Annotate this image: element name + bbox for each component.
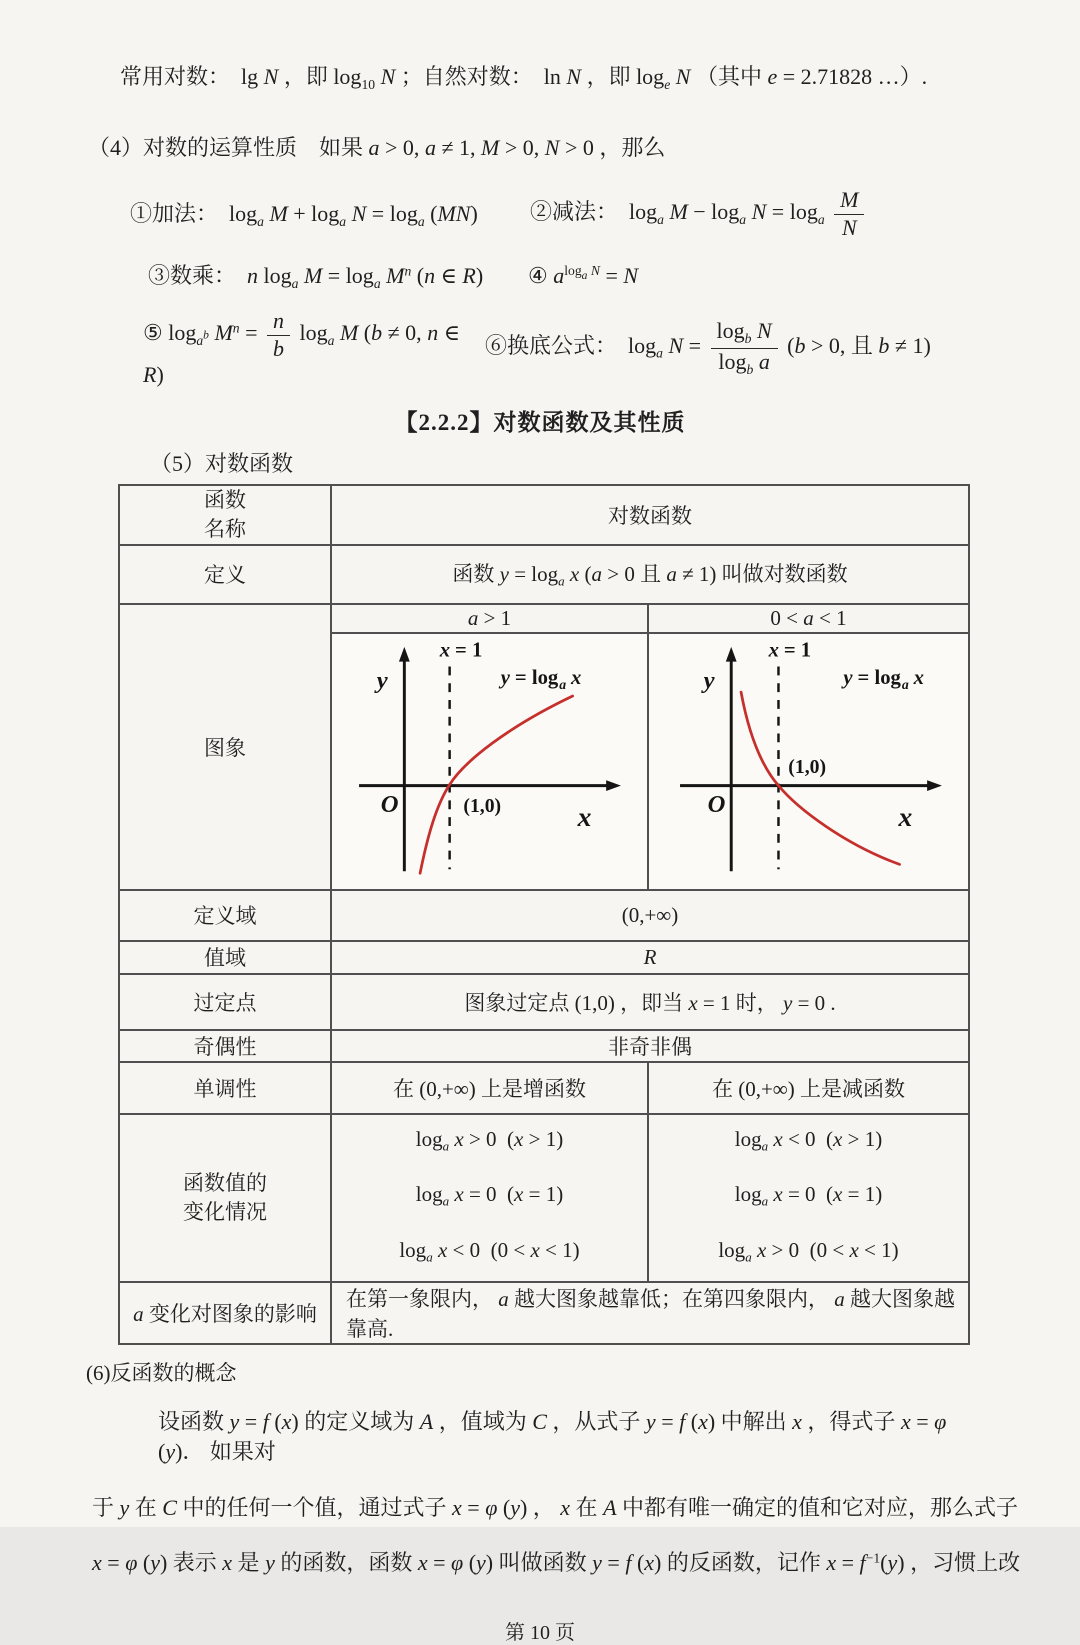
row-definition (119, 545, 969, 604)
cell-value-change-label (119, 1114, 331, 1283)
page-number: 第 10 页 (505, 1622, 575, 1645)
log-curve-decreasing (741, 692, 899, 864)
cell-graph-decreasing (648, 633, 969, 890)
log-function-table (118, 484, 970, 1346)
row-function-name (119, 485, 969, 545)
row-range (119, 941, 969, 974)
cell-a-effect-value: 在第一象限内， a 越大图象越靠低；在第四象限内， a 越大图象越靠高. (331, 1282, 969, 1344)
subsection-5-label: （5）对数函数 (150, 450, 294, 476)
formula-row-1 (0, 182, 1080, 246)
value-change-line: $\log_a x > 0$ (x > 1) (415, 1126, 564, 1154)
cell-definition-label: 定义 (119, 545, 331, 604)
row-a-effect (119, 1282, 969, 1344)
cell-case-a-gt-1: a > 1 (331, 604, 648, 633)
value-change-line: $\log_a x < 0$ (x > 1) (734, 1126, 883, 1154)
section-heading: 【2.2.2】对数函数及其性质 (394, 409, 686, 435)
cell-name-label (119, 485, 331, 545)
cell-monotonicity-increasing: 在 (0,+∞) 上是增函数 (331, 1062, 648, 1114)
formula-scalar-multiple: ③数乘： n $\log_a M = \log_a M^n$ (n ∈ R) (148, 263, 484, 292)
value-change-line: $\log_a x < 0$ (0 < x < 1) (399, 1237, 580, 1265)
cell-graph-increasing (331, 633, 648, 890)
formula-row-2 (0, 254, 1080, 298)
row-domain (119, 890, 969, 941)
log-graph-decreasing (650, 635, 967, 888)
value-change-line: $\log_a x > 0$ (0 < x < 1) (718, 1237, 899, 1265)
cell-monotonicity-label: 单调性 (119, 1062, 331, 1114)
log-properties-intro: （4）对数的运算性质 如果 a > 0, a ≠ 1, M > 0, N > 0 ，那么 (88, 134, 666, 160)
cell-domain-label: 定义域 (119, 890, 331, 941)
x-equals-1-label: x = 1 (768, 639, 812, 662)
inverse-paragraph-line3: x = φ (y) 表示 x 是 y 的函数，函数 x = φ (y) 叫做函数 y = f (x) 的反函数，记作 $x = f^{-1}(y)$ ，习惯上改 (92, 1550, 1021, 1576)
value-change-label-line2: 变化情况 (183, 1199, 267, 1224)
value-change-label-line1: 函数值的 (183, 1170, 267, 1195)
cell-range-label: 值域 (119, 941, 331, 974)
cell-range-value: R (331, 941, 969, 974)
cell-parity-value: 非奇非偶 (331, 1030, 969, 1062)
cell-fixed-point-value: 图象过定点 (1,0) ，即当 x = 1 时， y = 0 . (331, 974, 969, 1030)
formula-change-of-base: ⑥换底公式： $\log_a N$ = $\frac{\log_b N}{\log_b a}$ (b > 0, 且 b ≠ 1) (485, 317, 931, 377)
value-change-line: $\log_a x = 0$ (x = 1) (734, 1182, 883, 1209)
origin-label: O (707, 790, 726, 818)
formula-row-3 (0, 308, 1080, 388)
row-case-headers (119, 604, 969, 633)
name-label-line1: 函数 (204, 487, 246, 512)
cell-name-value: 对数函数 (331, 485, 969, 545)
x-axis-arrowhead (606, 780, 621, 791)
inverse-function-heading: (6)反函数的概念 (86, 1361, 237, 1386)
x-axis-label: x (577, 800, 592, 832)
cell-a-effect-label: a 变化对图象的影响 (119, 1282, 331, 1344)
cell-value-change-decreasing (648, 1114, 969, 1283)
formula-identity: ④ $a^{log_a N} = N$ (528, 262, 639, 288)
name-label-line2: 名称 (204, 516, 246, 541)
cell-case-0-lt-a-lt-1: 0 < a < 1 (648, 604, 969, 633)
row-value-change (119, 1114, 969, 1283)
log-graph-increasing (333, 635, 646, 888)
cell-value-change-increasing (331, 1114, 648, 1283)
curve-equation-label: $y = \log_a x$ (843, 666, 925, 692)
y-axis-arrowhead (399, 646, 410, 661)
value-change-line: $\log_a x = 0$ (x = 1) (415, 1182, 564, 1209)
y-axis-label: y (703, 666, 715, 694)
point-1-0-label: (1,0) (463, 794, 502, 817)
formula-power-base: ⑤ $\log_{a^b} M^n$ = $\frac{n}{b}$ $\log_a M$ (b ≠ 0, n ∈ R) (143, 307, 460, 387)
formula-subtraction: ②减法： $\log_a M - \log_a N = \log_a$ $\frac{M}{N}$ (530, 187, 868, 241)
inverse-paragraph-line1: 设函数 y = f (x) 的定义域为 A ，值域为 C ，从式子 y = f (x) 中解出 x ，得式子 x = φ (y)． 如果对 (158, 1409, 947, 1464)
cell-definition-value: 函数 $y = \log_a x$ (a > 0 且 a ≠ 1) 叫做对数函数 (331, 545, 969, 604)
x-axis-label: x (898, 800, 913, 832)
row-monotonicity (119, 1062, 969, 1114)
x-equals-1-label: x = 1 (439, 639, 483, 662)
cell-fixed-point-label: 过定点 (119, 974, 331, 1030)
point-1-0-label: (1,0) (788, 755, 827, 778)
y-axis-label: y (376, 666, 388, 694)
cell-graph-label: 图象 (119, 604, 331, 890)
curve-equation-label: $y = \log_a x$ (500, 666, 582, 692)
y-axis-arrowhead (726, 646, 737, 661)
cell-parity-label: 奇偶性 (119, 1030, 331, 1062)
origin-label: O (380, 790, 399, 818)
common-log-line: 常用对数： lg N ，即 $\log_{10} N$ ；自然对数： ln N ，即 $\log_e N$ （其中 e = 2.71828 …）. (120, 64, 928, 92)
formula-addition: ①加法： $\log_a M + \log_a N = \log_a (MN)$ (130, 201, 478, 230)
row-fixed-point (119, 974, 969, 1030)
row-parity (119, 1030, 969, 1062)
cell-domain-value: (0,+∞) (331, 890, 969, 941)
x-axis-arrowhead (927, 780, 942, 791)
inverse-paragraph-line2: 于 y 在 C 中的任何一个值，通过式子 x = φ (y) ， x 在 A 中都有唯一确定的值和它对应，那么式子 (92, 1494, 1019, 1520)
cell-monotonicity-decreasing: 在 (0,+∞) 上是减函数 (648, 1062, 969, 1114)
